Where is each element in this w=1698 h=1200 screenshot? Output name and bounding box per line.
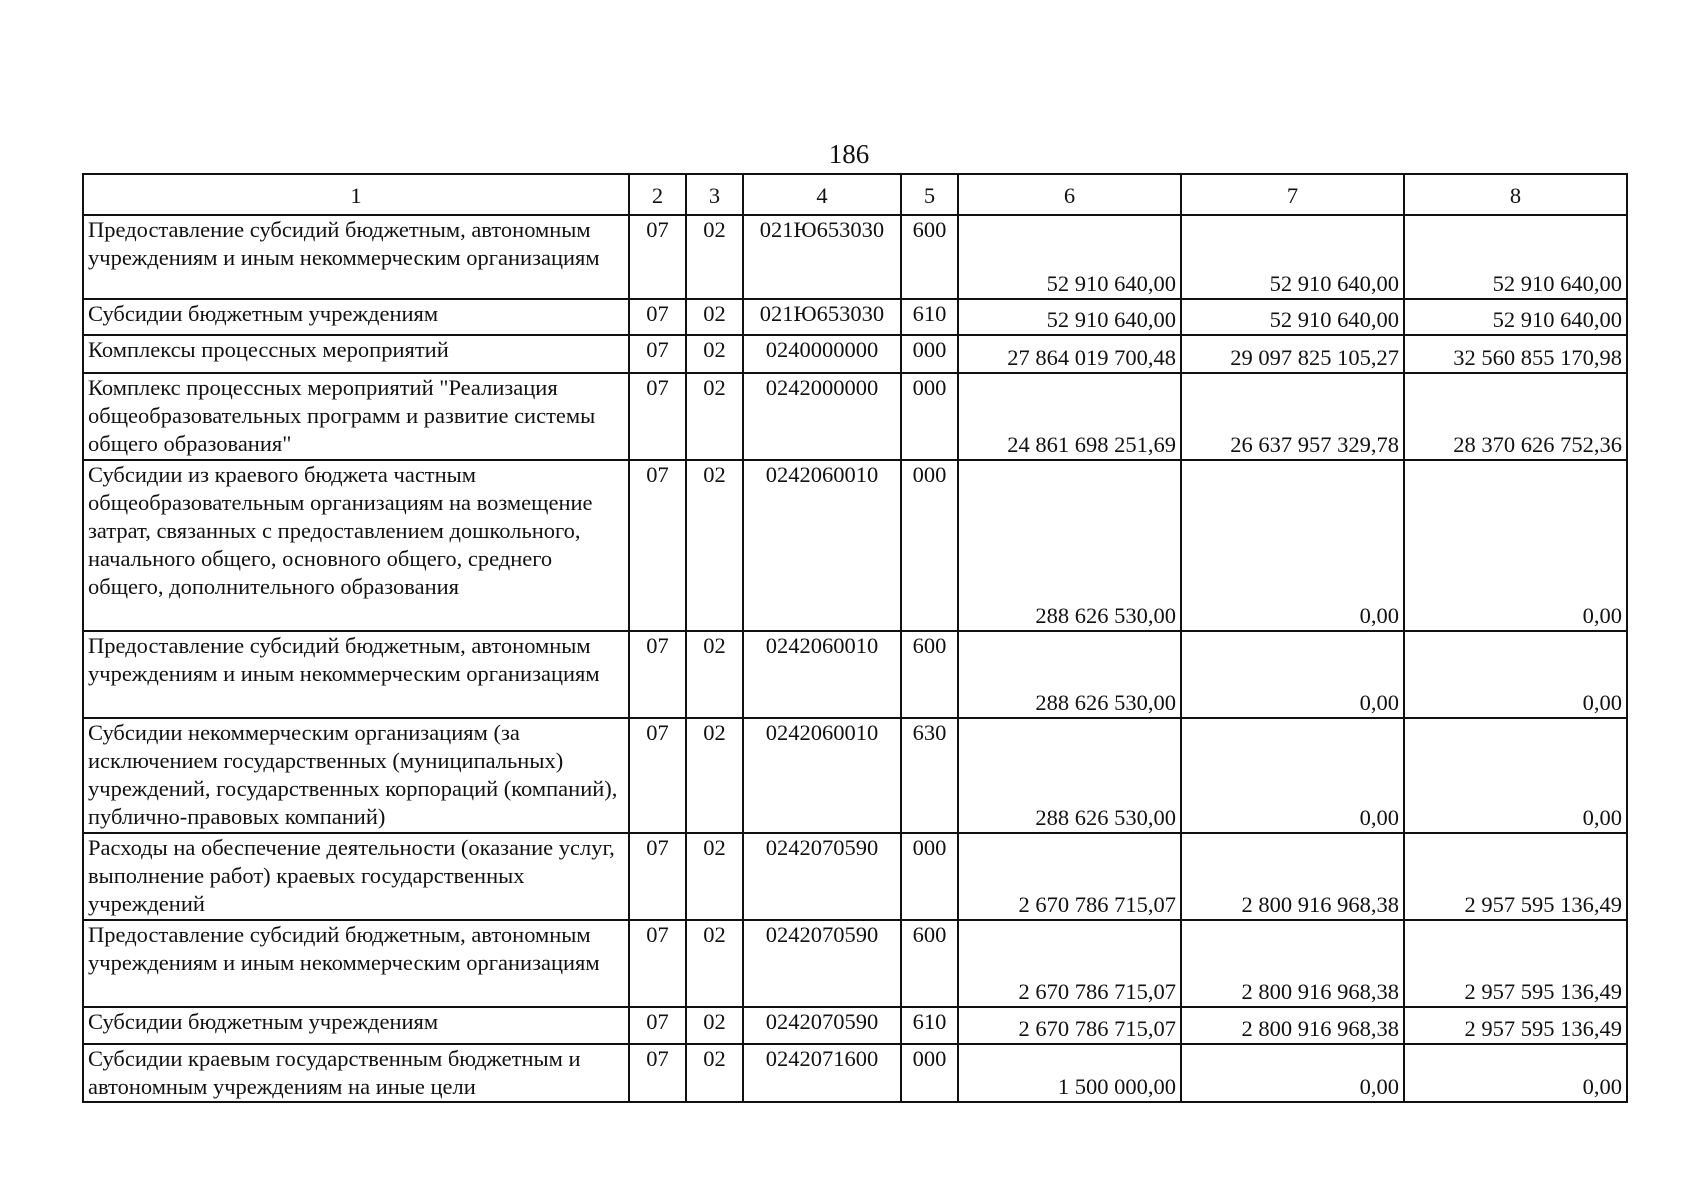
expense-type-code: 000: [901, 1044, 958, 1102]
amount-col-6: 24 861 698 251,69: [958, 373, 1181, 460]
table-row: [83, 335, 1627, 373]
amount-col-8: 52 910 640,00: [1404, 299, 1627, 335]
expense-type-code: 610: [901, 1007, 958, 1044]
amount-col-6: 2 670 786 715,07: [958, 1007, 1181, 1044]
amount-col-8: 2 957 595 136,49: [1404, 920, 1627, 1007]
expense-name: Предоставление субсидий бюджетным, автономным учреждениям и иным некоммерческим организациям: [83, 920, 629, 1007]
amount-col-8: 0,00: [1404, 460, 1627, 631]
amount-col-7: 0,00: [1181, 718, 1404, 833]
target-code: 0242070590: [743, 833, 901, 920]
subsection-code: 02: [686, 833, 743, 920]
header-col-2: 2: [629, 174, 686, 215]
amount-col-8: 0,00: [1404, 718, 1627, 833]
table-row: [83, 1044, 1627, 1102]
expense-type-code: 610: [901, 299, 958, 335]
expense-name: Субсидии бюджетным учреждениям: [83, 299, 629, 335]
amount-col-6: 2 670 786 715,07: [958, 833, 1181, 920]
target-code: 0242070590: [743, 1007, 901, 1044]
target-code: 0242060010: [743, 718, 901, 833]
section-code: 07: [629, 718, 686, 833]
table-row: [83, 631, 1627, 718]
header-col-3: 3: [686, 174, 743, 215]
amount-col-8: 0,00: [1404, 1044, 1627, 1102]
page-number: [0, 139, 1698, 169]
subsection-code: 02: [686, 1007, 743, 1044]
amount-col-6: 288 626 530,00: [958, 718, 1181, 833]
subsection-code: 02: [686, 1044, 743, 1102]
subsection-code: 02: [686, 299, 743, 335]
amount-col-8: 0,00: [1404, 631, 1627, 718]
table-row: [83, 460, 1627, 631]
amount-col-7: 0,00: [1181, 1044, 1404, 1102]
table-row: [83, 1007, 1627, 1044]
amount-col-7: 29 097 825 105,27: [1181, 335, 1404, 373]
amount-col-7: 52 910 640,00: [1181, 299, 1404, 335]
expense-name: Комплексы процессных мероприятий: [83, 335, 629, 373]
amount-col-7: 2 800 916 968,38: [1181, 920, 1404, 1007]
section-code: 07: [629, 920, 686, 1007]
header-col-7: 7: [1181, 174, 1404, 215]
expense-type-code: 600: [901, 920, 958, 1007]
target-code: 0242071600: [743, 1044, 901, 1102]
section-code: 07: [629, 299, 686, 335]
expense-type-code: 000: [901, 460, 958, 631]
amount-col-8: 28 370 626 752,36: [1404, 373, 1627, 460]
table-row: [83, 373, 1627, 460]
budget-table: [82, 173, 1628, 1103]
expense-name: Комплекс процессных мероприятий "Реализация общеобразовательных программ и развитие системы общего образования": [83, 373, 629, 460]
subsection-code: 02: [686, 631, 743, 718]
amount-col-6: 288 626 530,00: [958, 631, 1181, 718]
amount-col-6: 2 670 786 715,07: [958, 920, 1181, 1007]
expense-name: Субсидии некоммерческим организациям (за исключением государственных (муниципальных) учреждений, государственных корпораций (компаний), публично-правовых компаний): [83, 718, 629, 833]
amount-col-6: 52 910 640,00: [958, 215, 1181, 299]
section-code: 07: [629, 631, 686, 718]
amount-col-7: 2 800 916 968,38: [1181, 833, 1404, 920]
header-row: [83, 174, 1627, 215]
subsection-code: 02: [686, 460, 743, 631]
target-code: 0242070590: [743, 920, 901, 1007]
expense-name: Субсидии бюджетным учреждениям: [83, 1007, 629, 1044]
amount-col-8: 2 957 595 136,49: [1404, 833, 1627, 920]
expense-name: Предоставление субсидий бюджетным, автономным учреждениям и иным некоммерческим организациям: [83, 215, 629, 299]
target-code: 021Ю653030: [743, 299, 901, 335]
table-row: [83, 215, 1627, 299]
expense-name: Субсидии краевым государственным бюджетным и автономным учреждениям на иные цели: [83, 1044, 629, 1102]
expense-name: Субсидии из краевого бюджета частным общеобразовательным организациям на возмещение затрат, связанных с предоставлением дошкольного, начального общего, основного общего, среднего общего, дополнительного образования: [83, 460, 629, 631]
expense-type-code: 630: [901, 718, 958, 833]
header-col-1: 1: [83, 174, 629, 215]
target-code: 0242060010: [743, 631, 901, 718]
target-code: 0240000000: [743, 335, 901, 373]
section-code: 07: [629, 833, 686, 920]
amount-col-6: 27 864 019 700,48: [958, 335, 1181, 373]
section-code: 07: [629, 335, 686, 373]
expense-type-code: 600: [901, 631, 958, 718]
amount-col-6: 1 500 000,00: [958, 1044, 1181, 1102]
subsection-code: 02: [686, 215, 743, 299]
page-number-text: 186: [828, 139, 870, 169]
amount-col-6: 288 626 530,00: [958, 460, 1181, 631]
section-code: 07: [629, 373, 686, 460]
expense-type-code: 000: [901, 373, 958, 460]
section-code: 07: [629, 1007, 686, 1044]
amount-col-7: 2 800 916 968,38: [1181, 1007, 1404, 1044]
amount-col-7: 52 910 640,00: [1181, 215, 1404, 299]
amount-col-6: 52 910 640,00: [958, 299, 1181, 335]
table-row: [83, 299, 1627, 335]
target-code: 021Ю653030: [743, 215, 901, 299]
subsection-code: 02: [686, 920, 743, 1007]
header-col-4: 4: [743, 174, 901, 215]
subsection-code: 02: [686, 335, 743, 373]
expense-name: Расходы на обеспечение деятельности (оказание услуг, выполнение работ) краевых государственных учреждений: [83, 833, 629, 920]
target-code: 0242060010: [743, 460, 901, 631]
subsection-code: 02: [686, 718, 743, 833]
amount-col-8: 52 910 640,00: [1404, 215, 1627, 299]
expense-type-code: 000: [901, 335, 958, 373]
target-code: 0242000000: [743, 373, 901, 460]
amount-col-7: 0,00: [1181, 460, 1404, 631]
section-code: 07: [629, 1044, 686, 1102]
amount-col-7: 0,00: [1181, 631, 1404, 718]
amount-col-8: 2 957 595 136,49: [1404, 1007, 1627, 1044]
section-code: 07: [629, 215, 686, 299]
amount-col-8: 32 560 855 170,98: [1404, 335, 1627, 373]
table-row: [83, 718, 1627, 833]
header-col-5: 5: [901, 174, 958, 215]
expense-type-code: 000: [901, 833, 958, 920]
expense-name: Предоставление субсидий бюджетным, автономным учреждениям и иным некоммерческим организациям: [83, 631, 629, 718]
amount-col-7: 26 637 957 329,78: [1181, 373, 1404, 460]
table-row: [83, 833, 1627, 920]
subsection-code: 02: [686, 373, 743, 460]
header-col-8: 8: [1404, 174, 1627, 215]
table-row: [83, 920, 1627, 1007]
section-code: 07: [629, 460, 686, 631]
header-col-6: 6: [958, 174, 1181, 215]
expense-type-code: 600: [901, 215, 958, 299]
